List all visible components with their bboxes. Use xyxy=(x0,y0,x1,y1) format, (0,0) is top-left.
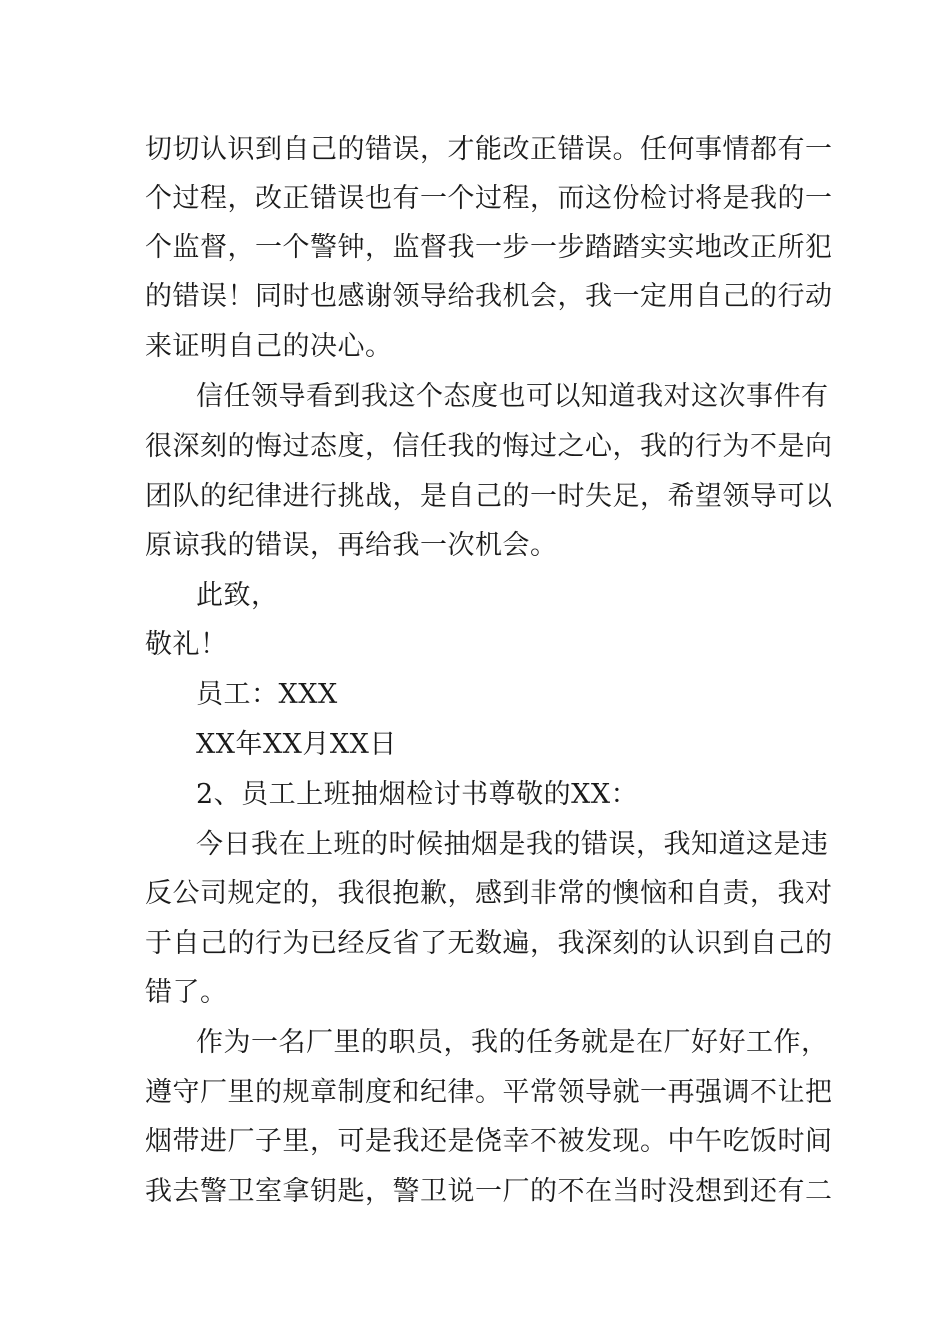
signature-date: XX年XX月XX日 xyxy=(196,729,397,760)
text-line: 遵守厂里的规章制度和纪律。平常领导就一再强调不让把 xyxy=(145,1077,833,1108)
paragraph-start-line: 作为一名厂里的职员，我的任务就是在厂好好工作， xyxy=(196,1027,829,1058)
text-line: 个监督，一个警钟，监督我一步一步踏踏实实地改正所犯 xyxy=(145,232,833,263)
text-line: 来证明自己的决心。 xyxy=(145,331,393,362)
text-line: 很深刻的悔过态度，信任我的悔过之心，我的行为不是向 xyxy=(145,431,833,462)
text-line: 我去警卫室拿钥匙，警卫说一厂的不在当时没想到还有二 xyxy=(145,1176,833,1207)
text-line: 错了。 xyxy=(145,977,228,1008)
paragraph-start-line: 今日我在上班的时候抽烟是我的错误，我知道这是违 xyxy=(196,829,829,860)
text-line: 个过程，改正错误也有一个过程，而这份检讨将是我的一 xyxy=(145,183,833,214)
closing-salutation: 此致， xyxy=(196,580,279,611)
signature-employee: 员工：XXX xyxy=(196,679,338,710)
paragraph-start-line: 信任领导看到我这个态度也可以知道我对这次事件有 xyxy=(196,381,829,412)
closing-regards: 敬礼！ xyxy=(145,629,228,660)
text-line: 团队的纪律进行挑战，是自己的一时失足，希望领导可以 xyxy=(145,481,833,512)
text-line: 的错误！同时也感谢领导给我机会，我一定用自己的行动 xyxy=(145,281,833,312)
text-line: 反公司规定的，我很抱歉，感到非常的懊恼和自责，我对 xyxy=(145,878,833,909)
text-line: 切切认识到自己的错误，才能改正错误。任何事情都有一 xyxy=(145,134,833,165)
text-line: 烟带进厂子里，可是我还是侥幸不被发现。中午吃饭时间 xyxy=(145,1126,833,1157)
text-line: 于自己的行为已经反省了无数遍，我深刻的认识到自己的 xyxy=(145,928,833,959)
text-line: 原谅我的错误，再给我一次机会。 xyxy=(145,530,558,561)
section-heading: 2、员工上班抽烟检讨书尊敬的XX： xyxy=(196,779,639,810)
